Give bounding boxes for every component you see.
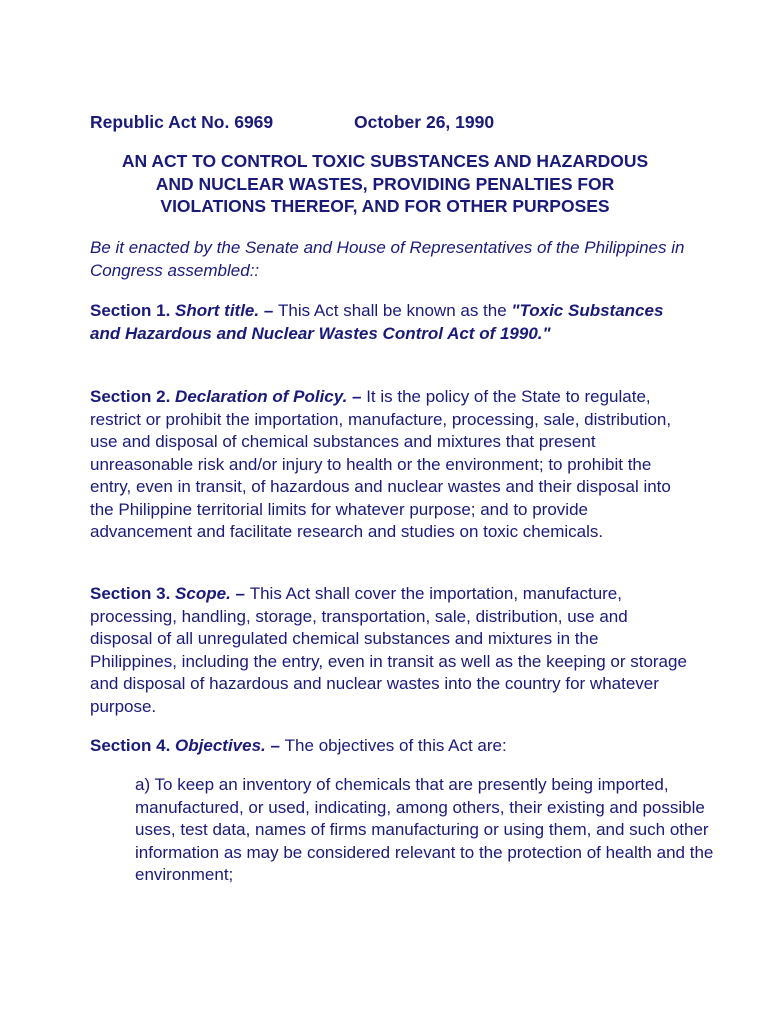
act-header: [90, 111, 690, 134]
section-2: [90, 386, 690, 544]
section-4: [90, 735, 690, 758]
section-4-title: Objectives.: [175, 736, 266, 755]
section-3-label: Section 3.: [90, 584, 171, 603]
objective-item-a: a) To keep an inventory of chemicals that are presently being imported, manufactured, or used, indicating, among others, their existing and possible uses, test data, names of firms manufacturing or using them, and such other information as may be considered relevant to the protection of health and the environment;: [135, 775, 714, 884]
section-1: [90, 300, 690, 345]
section-1-quote: "Toxic Substances and Hazardous and Nuclear Wastes Control Act of 1990.": [90, 301, 664, 343]
section-1-title: Short title.: [175, 301, 260, 320]
section-3-dash: –: [230, 584, 250, 603]
section-2-label: Section 2.: [90, 387, 171, 406]
section-4-label: Section 4.: [90, 736, 171, 755]
section-1-label: Section 1.: [90, 301, 171, 320]
section-4-dash: –: [265, 736, 285, 755]
act-number: Republic Act No. 6969: [90, 112, 274, 132]
section-3: [90, 583, 690, 718]
section-2-title: Declaration of Policy.: [175, 387, 348, 406]
act-date: October 26, 1990: [354, 112, 495, 132]
section-3-title: Scope.: [175, 584, 231, 603]
section-4-text: The objectives of this Act are:: [284, 736, 507, 755]
section-2-text: It is the policy of the State to regulate, restrict or prohibit the importation, manufacture, processing, sale, distribution, use and disposal of chemical substances and mixtures that present unreasonable risk and/or injury to health or the environment; to prohibit the entry, even in transit, of hazardous and nuclear wastes and their disposal into the Philippine territorial limits for whatever purpose; and to provide advancement and facilitate research and studies on toxic chemicals.: [90, 387, 672, 541]
section-1-text: This Act shall be known as the: [278, 301, 512, 320]
section-1-dash: –: [259, 301, 279, 320]
section-3-text: This Act shall cover the importation, manufacture, processing, handling, storage, transportation, sale, distribution, use and disposal of all unregulated chemical substances and mixtures in the Philippines, including the entry, even in transit as well as the keeping or storage and disposal of hazardous and nuclear wastes into the country for whatever purpose.: [90, 584, 687, 716]
act-title-line-3: VIOLATIONS THEREOF, AND FOR OTHER PURPOSES: [160, 196, 610, 216]
act-title-line-1: AN ACT TO CONTROL TOXIC SUBSTANCES AND HAZARDOUS: [121, 151, 649, 171]
section-2-dash: –: [347, 387, 367, 406]
act-title-line-2: AND NUCLEAR WASTES, PROVIDING PENALTIES FOR: [155, 173, 615, 194]
enactment-clause: Be it enacted by the Senate and House of Representatives of the Philippines in Congress assembled::: [90, 238, 685, 280]
act-title: [90, 150, 680, 218]
